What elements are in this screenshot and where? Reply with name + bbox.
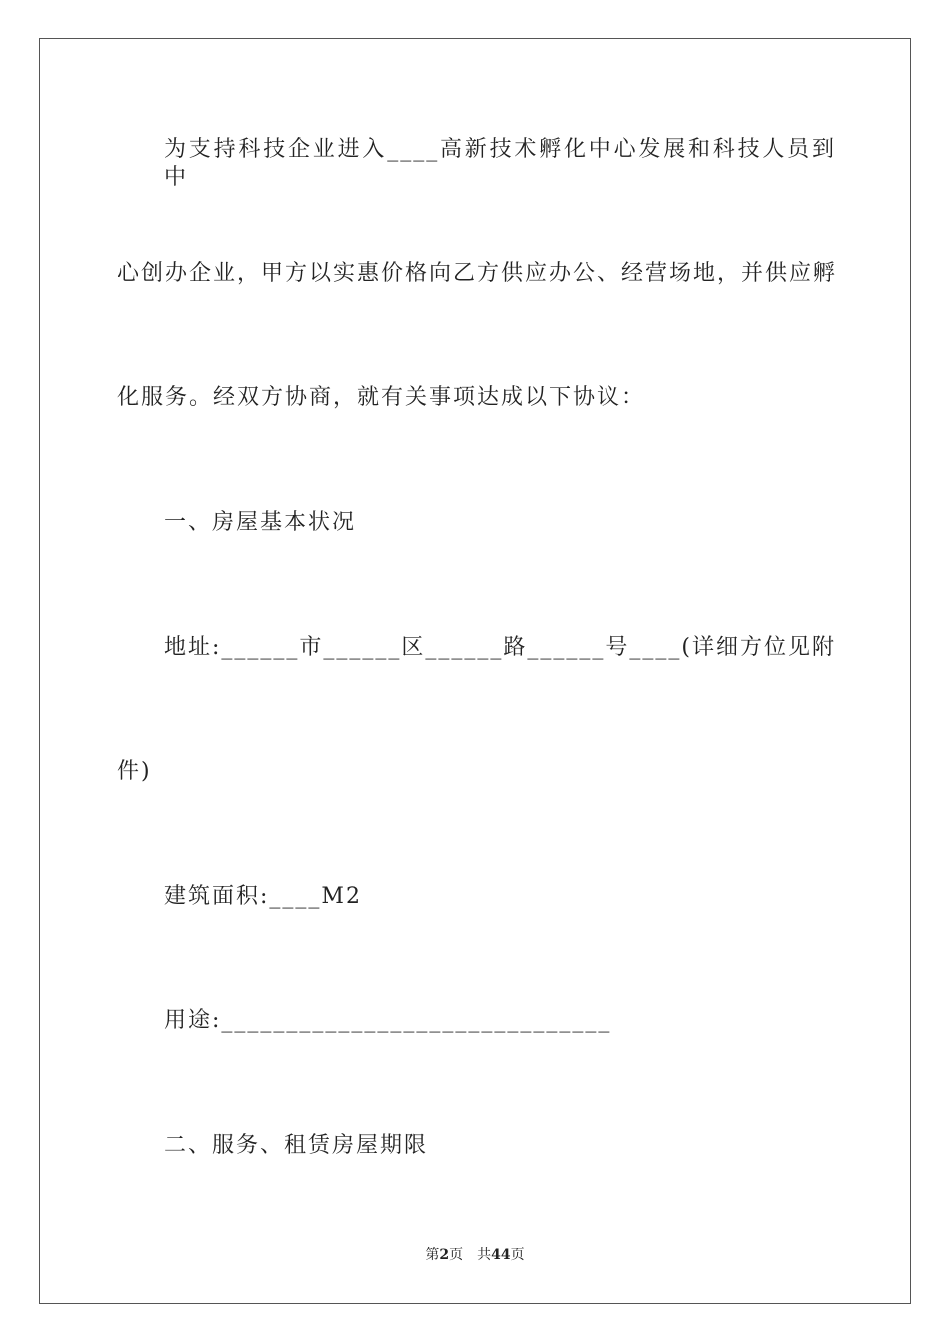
address-line: 地址:______市______区______路______号____(详细方位见附 [164,635,836,660]
section-heading-1: 一、房屋基本状况 [164,510,357,535]
section-heading-2: 二、服务、租赁房屋期限 [164,1133,429,1158]
footer-total-suffix: 页 [510,1247,525,1263]
paragraph-line-1: 为支持科技企业进入____高新技术孵化中心发展和科技人员到中 [164,137,836,190]
footer-page-current: 2 [439,1247,450,1263]
footer-total-prefix: 共 [477,1247,492,1263]
building-area-line: 建筑面积:____M2 [164,884,362,909]
footer-page-suffix: 页 [449,1247,464,1263]
page-border [39,38,911,1304]
usage-line: 用途:______________________________ [164,1008,612,1033]
footer-page-prefix: 第 [425,1247,440,1263]
footer-page-total: 44 [491,1247,511,1263]
paragraph-line-2: 心创办企业，甲方以实惠价格向乙方供应办公、经营场地，并供应孵 [117,261,838,286]
address-line-continued: 件) [117,759,152,784]
page-footer [0,1246,950,1264]
paragraph-line-3: 化服务。经双方协商，就有关事项达成以下协议： [117,385,646,410]
